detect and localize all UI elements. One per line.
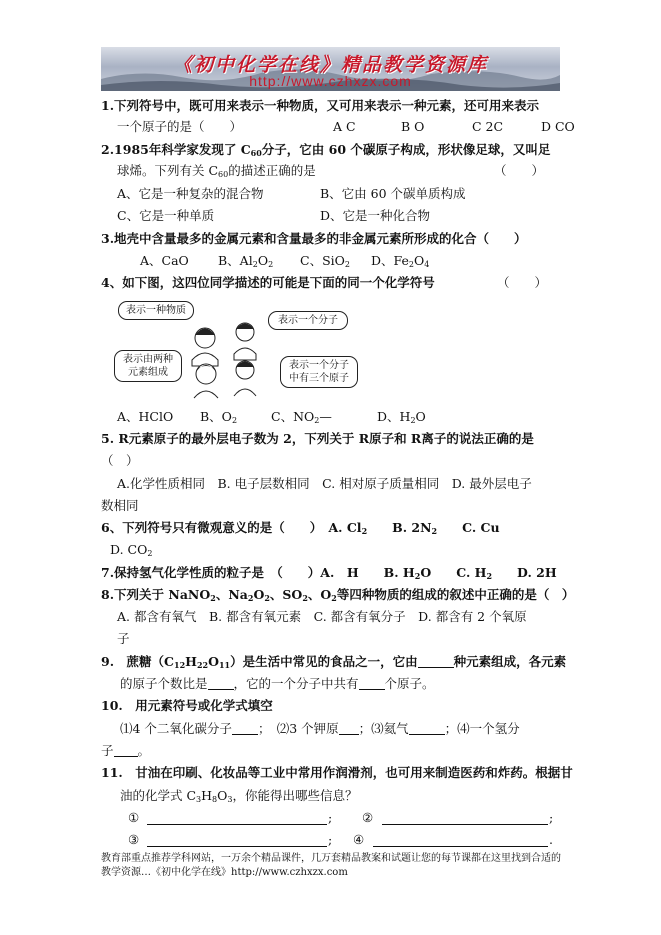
q2-option-b: B、它由 60 个碳单质构成 (320, 186, 466, 201)
q11-circle-2: ② (362, 810, 374, 825)
q4-figure (110, 298, 370, 400)
q2-line2: 球烯。下列有关 $C_{60}$的描述正确的是 (117, 163, 316, 179)
q6-line1: 6、下列符号只有微观意义的是（ ） A. $Cl_2$ B. $2N_2$ C. Cu (101, 520, 500, 536)
q2-answer-paren: （ ） (494, 163, 545, 178)
q4-line1: 4、如下图，这四位同学描述的可能是下面的同一个化学符号 (101, 275, 435, 290)
q5-options: A.化学性质相同 B. 电子层数相同 C. 相对原子质量相同 D. 最外层电子 (117, 476, 532, 491)
q11-line1: 11. 甘油在印刷、化妆品等工业中常用作润滑剂，也可用来制造医药和炸药。根据甘 (101, 765, 573, 780)
q8-options: A. 都含有氧气 B. 都含有氧元素 C. 都含有氧分子 D. 都含有 2 个氧原 (117, 609, 527, 624)
q10-blank-3[interactable] (409, 722, 445, 735)
q3-line1: 3.地壳中含量最多的金属元素和含量最多的非金属元素所形成的化合（ ） (101, 231, 527, 246)
q3-option-b: B、$Al_2O_2$ (218, 253, 274, 269)
q11-answer-3[interactable] (147, 834, 327, 847)
q9-blank-ratio[interactable] (208, 677, 234, 690)
q1-option-b: B O (401, 119, 425, 134)
q10-line1: 10. 用元素符号或化学式填空 (101, 698, 273, 713)
student-figure-2 (234, 323, 256, 360)
q4-answer-paren: （ ） (497, 275, 548, 290)
q11-circle-3: ③ (128, 832, 140, 847)
footer (101, 852, 561, 880)
q9-line1: 9. 蔗糖$(C_{12}H_{22}O_{11})$是生活中常见的食品之一，它由 种元素组成，各元素 (101, 654, 567, 670)
q9-blank-elements[interactable] (418, 655, 454, 668)
speech-bubble-4: 表示一个分子中有三个原子 (280, 356, 358, 388)
q4-option-c: C、$NO_2—$ (271, 409, 332, 425)
q1-option-d: D CO (541, 119, 575, 134)
q1-option-c: C 2C (472, 119, 504, 134)
q7-line: 7.保持氢气化学性质的粒子是 （ ）A. H B. $H_2O$ C. $H_2$ D. 2H (101, 565, 557, 581)
q4-option-a: A、HClO (117, 409, 174, 424)
student-figure-3 (194, 364, 218, 398)
speech-bubble-2: 表示一个分子 (268, 311, 348, 330)
q11-period: . (549, 832, 553, 847)
q5-line4: 数相同 (101, 498, 139, 513)
q10-blank-2[interactable] (339, 722, 359, 735)
q3-option-a: A、CaO (140, 253, 189, 268)
q1-option-a: A C (333, 119, 356, 134)
q2-line1: 2.1985年科学家发现了 $C_{60}$分子，它由 60 个碳原子构成，形状像足球，又叫足 (101, 142, 551, 158)
q1-line1: 1.下列符号中，既可用来表示一种物质，又可用来表示一种元素，还可用来表示 (101, 98, 540, 113)
footer-line2: 教学资源…《初中化学在线》http://www.czhxzx.com (101, 867, 348, 878)
q11-circle-1: ① (128, 810, 140, 825)
q4-option-d: D、$H_2O$ (377, 409, 426, 425)
q5-line1: 5. R元素原子的最外层电子数为 2，下列关于 R原子和 R离子的说法正确的是 (101, 431, 534, 446)
q11-semicolon-2: ; (549, 810, 554, 825)
student-figure-1 (192, 328, 218, 366)
q11-answer-2[interactable] (382, 812, 548, 825)
q10-blank-1[interactable] (232, 722, 258, 735)
q10-line2: ⑴4 个二氧化碳分子 ； ⑵3 个钾原 ；⑶氦气 ；⑷一个氢分 (120, 721, 520, 736)
q3-option-d: D、$Fe_2O_4$ (371, 253, 430, 269)
student-figure-4 (234, 361, 256, 396)
q3-option-c: C、SiO$_2$ (300, 253, 350, 269)
q11-semicolon-1: ; (328, 810, 333, 825)
q6-line2: D. $CO_2$ (110, 542, 153, 558)
header-banner (101, 47, 560, 91)
q11-answer-1[interactable] (147, 812, 327, 825)
banner-title: 《初中化学在线》精品教学资源库 (172, 54, 488, 76)
q11-circle-4: ④ (353, 832, 365, 847)
speech-bubble-3: 表示由两种元素组成 (114, 350, 182, 382)
banner-url[interactable]: http://www.czhxzx.com (249, 73, 412, 89)
q9-blank-atoms[interactable] (359, 677, 385, 690)
q11-line2: 油的化学式 $C_3H_8O_3$，你能得出哪些信息？ (120, 788, 358, 804)
q8-line1: 8.下列关于 NaNO$_2$、$Na_2O_2$、$SO_2$、$O_2$等四种物质的组成的叙述中正确的是（ ） (101, 587, 575, 603)
q5-line2: （ ） (101, 453, 139, 468)
q10-blank-4[interactable] (114, 744, 138, 757)
footer-line1: 教育部重点推荐学科网站，一万余个精品课件，几万套精品教案和试题让您的每节课都在这里找到合适的 (101, 853, 561, 864)
q10-line3: 子 。 (101, 743, 151, 758)
q11-semicolon-3: ; (328, 832, 333, 847)
q2-option-a: A、它是一种复杂的混合物 (117, 186, 264, 201)
q11-answer-4[interactable] (373, 834, 548, 847)
q8-line3: 子 (117, 631, 130, 646)
q1-line2: 一个原子的是（ ） (117, 119, 243, 134)
q9-line2: 的原子个数比是 ，它的一个分子中共有 个原子。 (120, 676, 435, 691)
q4-option-b: B、$O_2$ (200, 409, 238, 425)
q2-option-c: C、它是一种单质 (117, 208, 215, 223)
speech-bubble-1: 表示一种物质 (118, 301, 194, 320)
q2-option-d: D、它是一种化合物 (320, 208, 431, 223)
